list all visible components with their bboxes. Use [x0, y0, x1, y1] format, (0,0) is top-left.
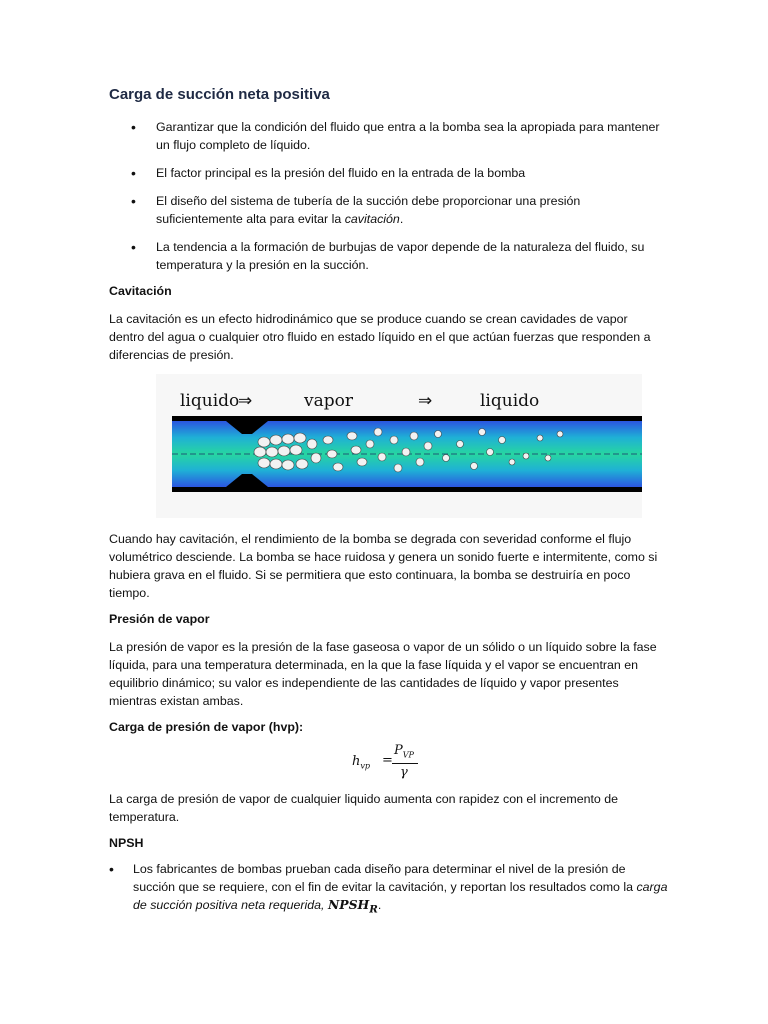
npsh-heading: NPSH [109, 836, 144, 850]
list-item [109, 164, 669, 182]
npsh-text: Los fabricantes de bombas prueban cada diseño para determinar el nivel de la presión de succión que se requiere, con el fin de evitar la cavitación, y reportan los resultados como la carga de succión positiva neta requerida, $NPSH_R$. [133, 862, 668, 916]
formula-lhs: $h_{vp}$ [352, 754, 371, 771]
bullet-text: El factor principal es la presión del fluido en la entrada de la bomba [156, 166, 526, 180]
formula-equals: = [382, 753, 393, 768]
hvp-heading: Carga de presión de vapor (hvp): [109, 720, 304, 734]
bullet-end: . [399, 212, 404, 226]
cavitacion-effect-paragraph: Cuando hay cavitación, el rendimiento de la bomba se degrada con severidad conforme el flujo volumétrico desciende. La bomba se hace ruidosa y genera un sonido fuerte e intermitente, como si hubiera grava en el fluido. Si se permitiera que esto continuara, la bomba se destruiría en poco tiempo. [109, 532, 658, 600]
cavitacion-heading: Cavitación [109, 284, 172, 298]
bullet-icon: • [109, 861, 114, 877]
presion-vapor-paragraph: La presión de vapor es la presión de la fase gaseosa o vapor de un sólido o un líquido sobre la fase líquida, para una temperatura determinada, en la que la fase líquida y el vapor se encuentran en equilibrio dinámico; su valor es independiente de las cantidades de líquido y vapor presentes mientras existan ambas. [109, 640, 657, 708]
bullet-icon: • [131, 239, 136, 255]
arrow-icon: ⇒ [418, 391, 433, 411]
cavitacion-paragraph: La cavitación es un efecto hidrodinámico que se produce cuando se crean cavidades de vapor dentro del agua o cualquier otro fluido en estado líquido en el que actúan fuerzas que responden a diferencias de presión. [109, 312, 651, 362]
bullet-text: La tendencia a la formación de burbujas de vapor depende de la naturaleza del fluido, su temperatura y la presión en la succión. [156, 240, 645, 272]
npsh-italic-term: carga de succión positiva neta requerida, [133, 880, 668, 912]
cavitation-diagram [156, 374, 642, 518]
label-liquido-left: liquido [180, 391, 240, 411]
page-title: Carga de succión neta positiva [109, 86, 330, 103]
bullet-icon: • [131, 193, 136, 209]
list-item [109, 192, 669, 228]
bullet-list [109, 118, 669, 284]
presion-vapor-heading: Presión de vapor [109, 612, 210, 626]
label-liquido-right: liquido [480, 391, 540, 411]
bullet-text: El diseño del sistema de tubería de la succión debe proporcionar una presión suficientemente alta para evitar la [156, 194, 581, 226]
arrow-icon: ⇒ [238, 391, 253, 411]
npsh-symbol: $NPSH_R$ [327, 897, 378, 916]
formula-denominator: γ [400, 765, 408, 780]
bullet-italic-term: cavitación [344, 212, 400, 226]
npsh-list-item [109, 860, 669, 918]
formula-numerator: $P_{VP}$ [394, 743, 414, 760]
list-item [109, 238, 669, 274]
hvp-paragraph: La carga de presión de vapor de cualquier liquido aumenta con rapidez con el incremento de temperatura. [109, 792, 619, 824]
bullet-icon: • [131, 165, 136, 181]
hvp-formula [352, 742, 442, 786]
bullet-text: Garantizar que la condición del fluido que entra a la bomba sea la apropiada para mantener un flujo completo de líquido. [156, 120, 660, 152]
bullet-icon: • [131, 119, 136, 135]
list-item [109, 118, 669, 154]
label-vapor: vapor [304, 391, 353, 411]
